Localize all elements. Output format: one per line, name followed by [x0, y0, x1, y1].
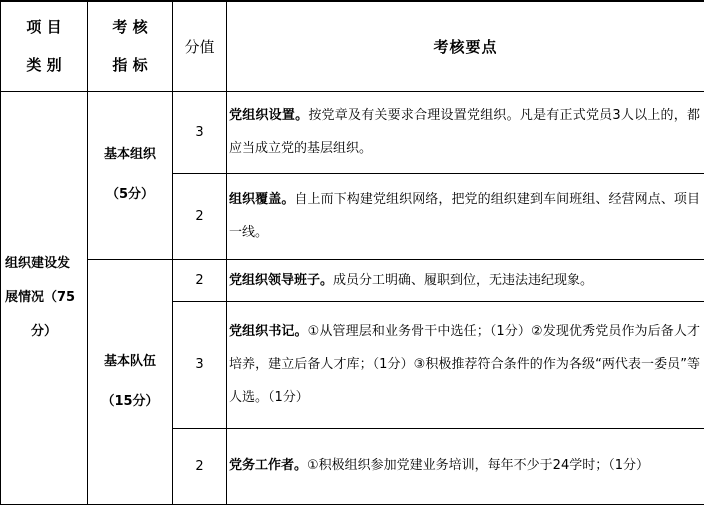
header-category-cell [1, 1, 88, 91]
header-indicator-cell [88, 1, 173, 91]
points-title: 党组织领导班子。 [229, 273, 333, 288]
points-text: 按党章及有关要求合理设置党组织。凡是有正式党员3人以上的，都应当成立党的基层组织。 [229, 108, 700, 156]
points-cell [227, 173, 704, 259]
score-cell: 2 [173, 428, 227, 504]
points-text: ①从管理层和业务骨干中选任；（1分）②发现优秀党员作为后备人才培养，建立后备人才库；（1分）③积极推荐符合条件的作为各级“两代表一委员”等人选。（1分） [229, 324, 700, 405]
category-line2: 展情况（75 [5, 281, 83, 315]
points-title: 组织覆盖。 [229, 192, 294, 207]
points-title: 党组织设置。 [229, 108, 308, 123]
points-text: 自上而下构建党组织网络，把党的组织建到车间班组、经营网点、项目一线。 [229, 192, 700, 240]
score-cell: 2 [173, 259, 227, 301]
indicator-cell-basic-team [88, 259, 173, 504]
points-cell [227, 259, 704, 301]
category-cell [1, 91, 88, 504]
points-text: ①积极组织参加党建业务培训，每年不少于24学时；（1分） [307, 458, 649, 473]
table-row [1, 91, 704, 173]
score-cell: 2 [173, 173, 227, 259]
indicator-line2: （5分） [88, 175, 172, 215]
header-score: 分值 [173, 1, 227, 91]
header-indicator-line1: 考 核 [88, 8, 172, 46]
indicator-line1: 基本队伍 [88, 342, 172, 382]
points-cell [227, 301, 704, 428]
header-category-line1: 项 目 [1, 8, 87, 46]
table-row [1, 259, 704, 301]
category-line3: 分） [5, 315, 83, 349]
indicator-line1: 基本组织 [88, 135, 172, 175]
score-cell: 3 [173, 301, 227, 428]
indicator-line2: （15分） [88, 382, 172, 422]
header-indicator-line2: 指 标 [88, 46, 172, 84]
points-text: 成员分工明确、履职到位，无违法违纪现象。 [333, 273, 593, 288]
points-title: 党务工作者。 [229, 458, 307, 473]
header-points: 考核要点 [227, 1, 704, 91]
points-cell [227, 428, 704, 504]
header-category-line2: 类 别 [1, 46, 87, 84]
points-cell [227, 91, 704, 173]
header-row [1, 1, 704, 91]
category-line1: 组织建设发 [5, 247, 83, 281]
score-cell: 3 [173, 91, 227, 173]
indicator-cell-basic-organization [88, 91, 173, 259]
points-title: 党组织书记。 [229, 324, 308, 339]
